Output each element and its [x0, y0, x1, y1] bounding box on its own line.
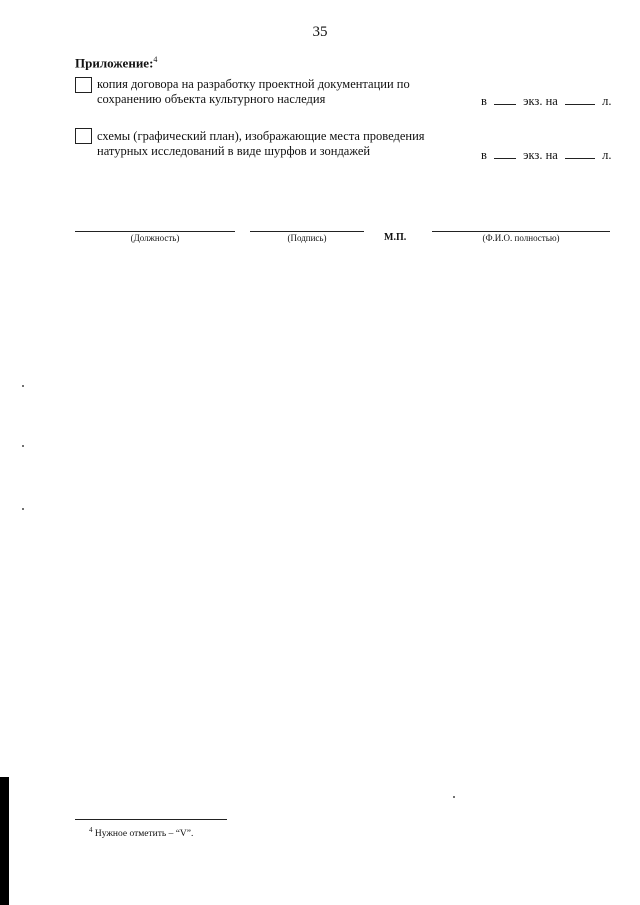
attachment-checkbox-schemes[interactable] [75, 128, 92, 144]
copies-field-contract [481, 93, 611, 109]
sheets-count-blank[interactable] [565, 93, 595, 105]
scan-speck [22, 445, 24, 447]
attachment-item-contract-line2: сохранению объекта культурного наследия [97, 92, 326, 106]
copies-field-schemes [481, 147, 611, 163]
position-caption: (Должность) [130, 233, 180, 243]
copies-count-blank[interactable] [494, 93, 516, 105]
page-number: 35 [312, 24, 328, 40]
scan-speck [453, 796, 455, 798]
attachment-item-schemes [97, 129, 425, 159]
attachment-item-contract [97, 77, 410, 107]
appendix-title-text: Приложение: [75, 55, 154, 71]
copies-label: экз. на [523, 148, 558, 162]
sheets-count-blank[interactable] [565, 147, 595, 159]
appendix-title [75, 55, 157, 71]
copies-in-label: в [481, 94, 487, 108]
stamp-label: М.П. [384, 232, 407, 243]
copies-label: экз. на [523, 94, 558, 108]
attachment-checkbox-contract[interactable] [75, 77, 92, 93]
position-line[interactable] [75, 231, 235, 232]
footnote-text: Нужное отметить – “V”. [94, 829, 194, 840]
attachment-item-schemes-line1: схемы (графический план), изображающие места проведения [97, 129, 425, 143]
sheets-label: л. [602, 148, 612, 162]
copies-count-blank[interactable] [494, 147, 516, 159]
scan-speck [22, 385, 24, 387]
signature-line[interactable] [250, 231, 364, 232]
footnote [89, 826, 193, 839]
copies-in-label: в [481, 148, 487, 162]
attachment-item-schemes-line2: натурных исследований в виде шурфов и зондажей [97, 144, 371, 158]
attachment-item-contract-line1: копия договора на разработку проектной документации по [97, 77, 410, 91]
sheets-label: л. [602, 94, 612, 108]
fullname-caption: (Ф.И.О. полностью) [482, 233, 560, 243]
footnote-separator [75, 819, 227, 820]
appendix-footnote-ref: 4 [153, 55, 158, 64]
scan-edge-bar [0, 777, 9, 905]
footnote-number: 4 [89, 826, 93, 834]
fullname-line[interactable] [432, 231, 610, 232]
signature-caption: (Подпись) [287, 233, 327, 243]
scan-speck [22, 508, 24, 510]
